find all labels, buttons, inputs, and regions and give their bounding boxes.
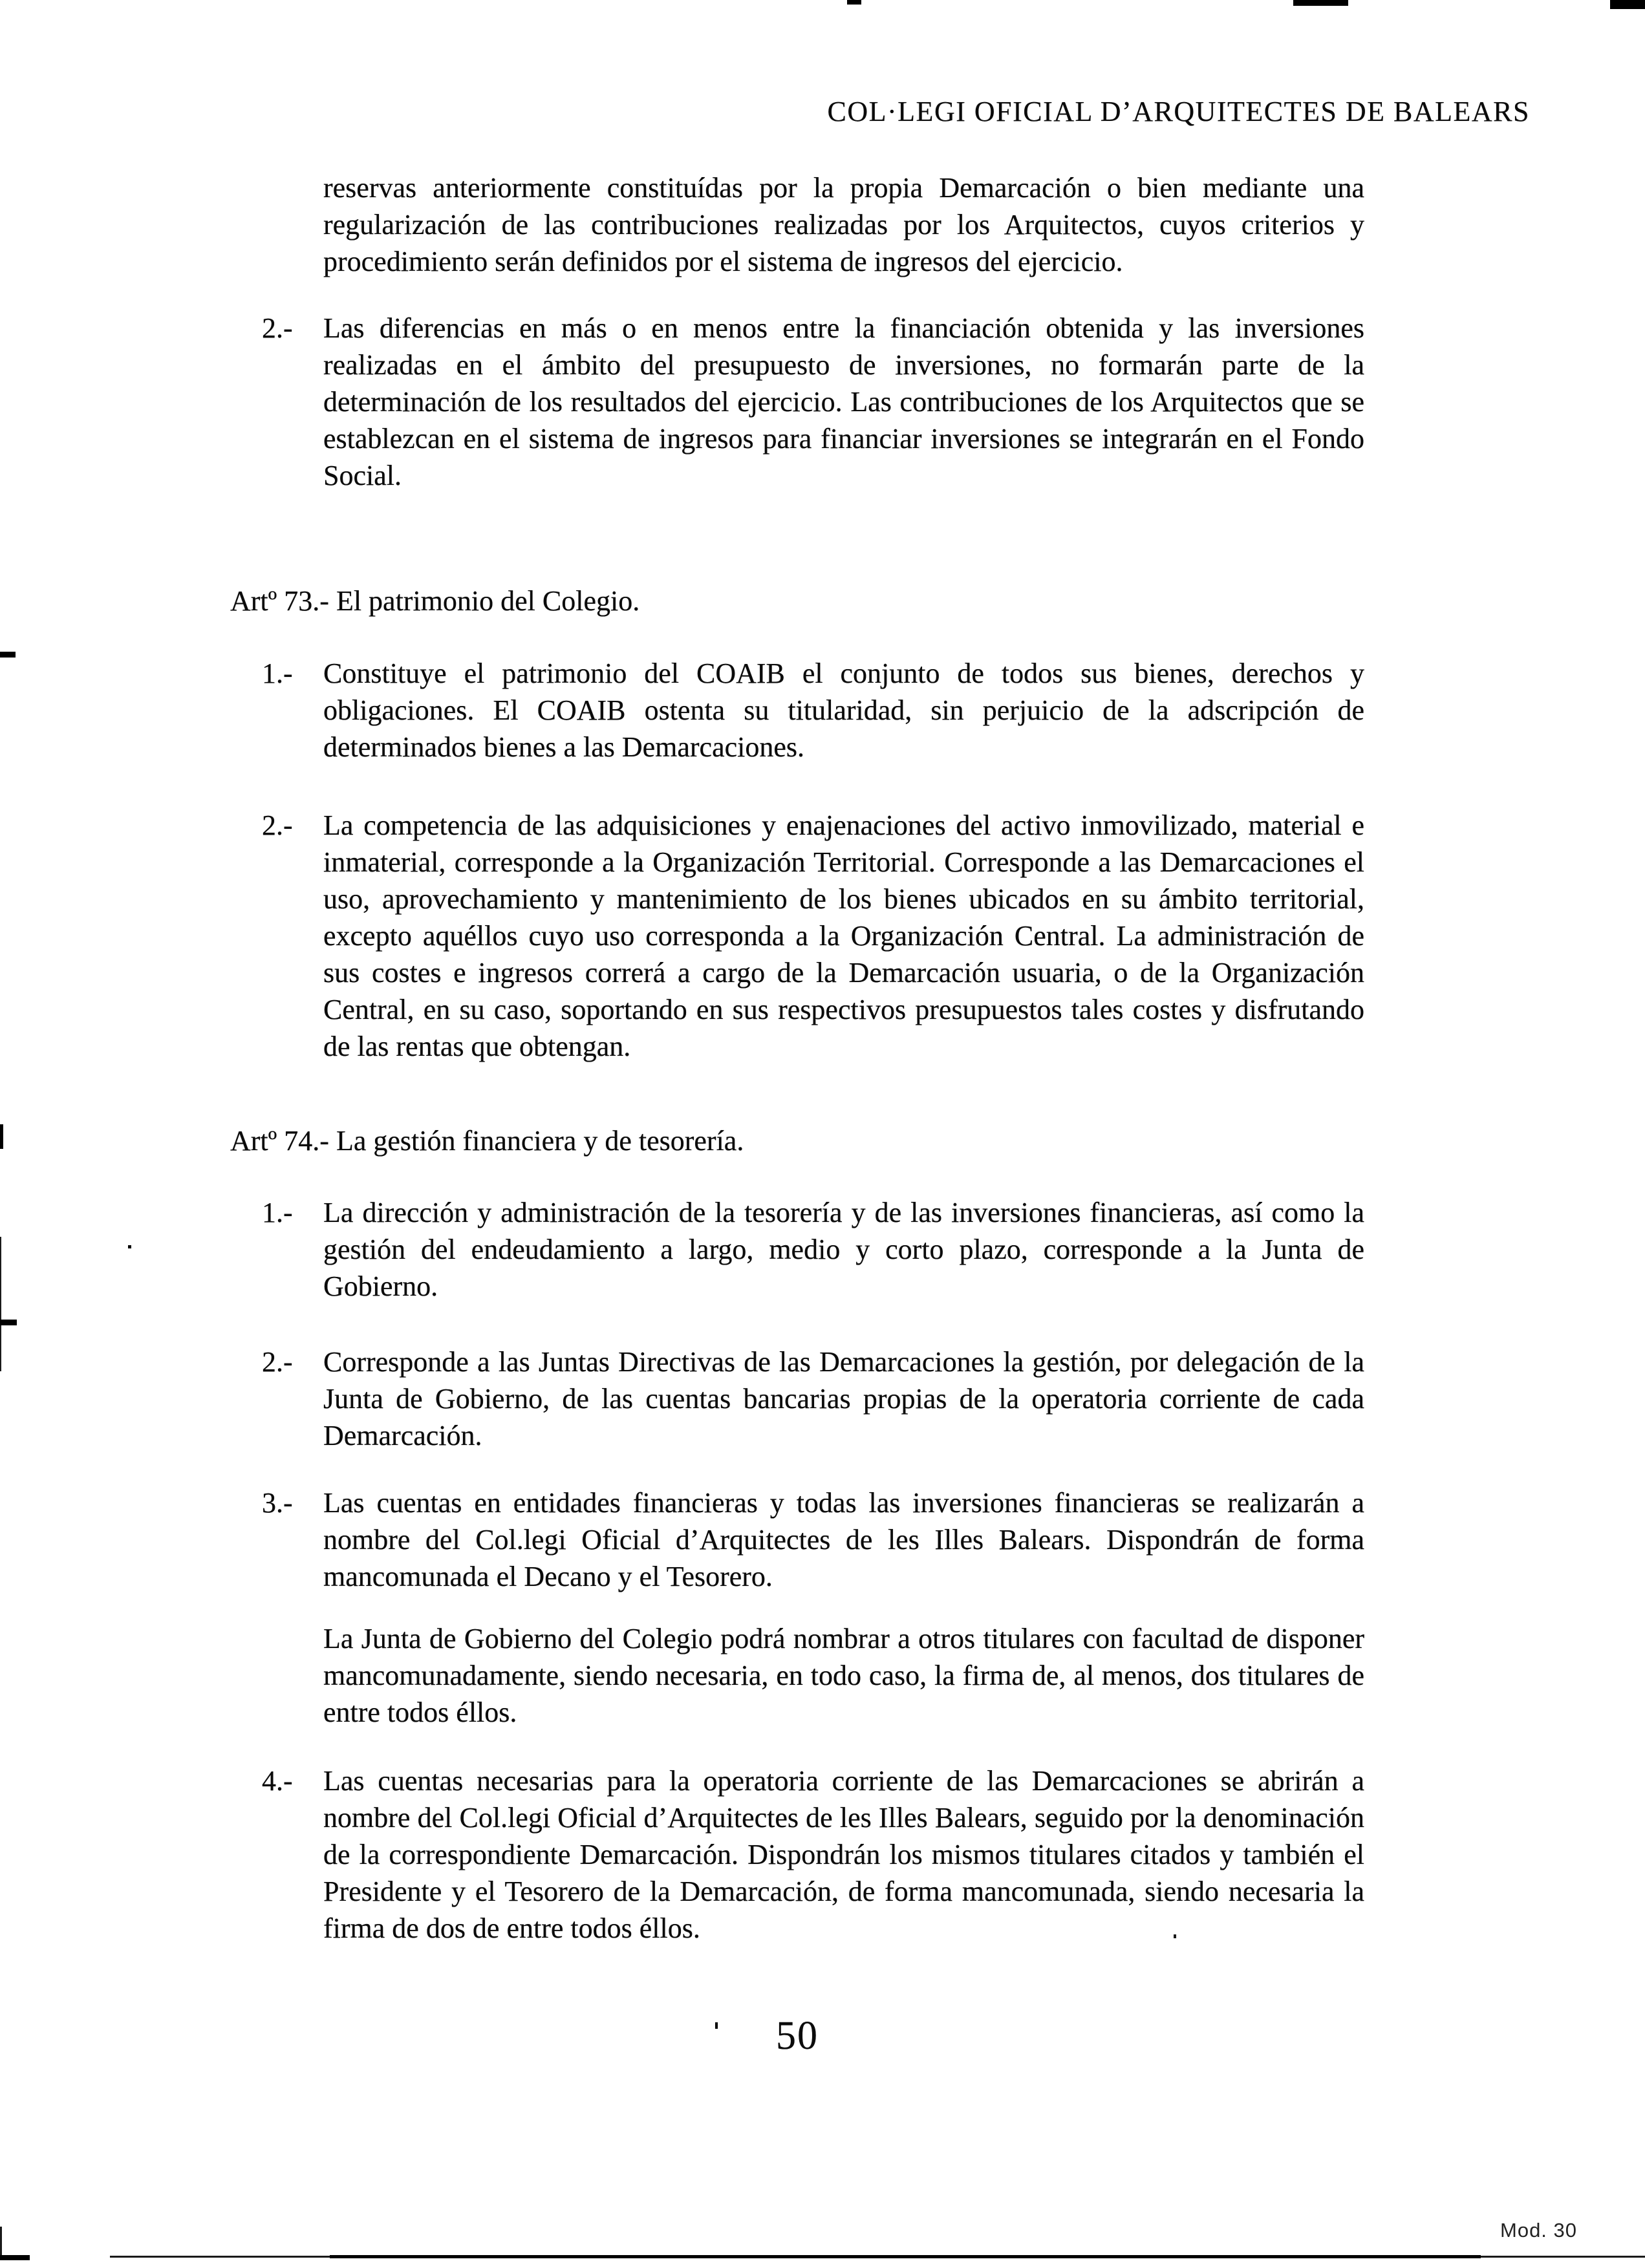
- bottom-scan-line-dark: [330, 2255, 1481, 2258]
- page-number: 50: [776, 2014, 819, 2058]
- item-text: La dirección y administración de la tesorería y de las inversiones financieras, así como la gestión del endeudamiento a largo, medio y corto plazo, corresponde a la Junta de Gobierno.: [323, 1197, 1364, 1302]
- scan-artifact-speck: [1174, 1934, 1176, 1938]
- item-text: Corresponde a las Juntas Directivas de las Demarcaciones la gestión, por delegación de la Junta de Gobierno, de las cuentas bancarias propias de la operatoria corriente de cada Demarcación.: [323, 1346, 1364, 1451]
- item-number: 2.-: [262, 1346, 293, 1378]
- item-continuation-paragraph: La Junta de Gobierno del Colegio podrá nombrar a otros titulares con facultad de disponer mancomunadamente, siendo necesaria, en todo caso, la firma de, al menos, dos titulares de entre todos éllos.: [323, 1623, 1364, 1728]
- continuation-paragraph: reservas anteriormente constituídas por la propia Demarcación o bien mediante una regularización de las contribuciones realizadas por los Arquitectos, cuyos criterios y procedimiento serán definidos por el sistema de ingresos del ejercicio.: [323, 172, 1364, 277]
- item-number: 1.-: [262, 1197, 293, 1228]
- item-text: Las cuentas necesarias para la operatoria corriente de las Demarcaciones se abrirán a nombre del Col.legi Oficial d’Arquitectes de les Illes Balears, seguido por la denominación de la correspondiente Demarcación. Dispondrán los mismos titulares citados y también el Presidente y el Tesorero de la Demarcación, de forma mancomunada, siendo necesaria la firma de dos de entre todos éllos.: [323, 1765, 1364, 1944]
- scan-artifact-bottom-left-dash: [0, 2255, 30, 2260]
- scan-artifact-left-bar: [0, 1124, 3, 1149]
- item-number: 2.-: [262, 809, 293, 841]
- item-number: 4.-: [262, 1765, 293, 1797]
- list-item: [262, 1484, 1364, 1595]
- list-item: [262, 1343, 1364, 1454]
- scan-artifact-left-dash: [0, 652, 16, 658]
- scan-artifact-speck: [715, 2022, 718, 2029]
- item-text: Constituye el patrimonio del COAIB el conjunto de todos sus bienes, derechos y obligaciones. El COAIB ostenta su titularidad, sin perjuicio de la adscripción de determinados bienes a las Demarcaciones.: [323, 658, 1364, 763]
- list-item: [262, 1194, 1364, 1305]
- article-heading: Artº 74.- La gestión financiera y de tesorería.: [230, 1125, 744, 1157]
- item-number: 2.-: [262, 312, 293, 344]
- list-item: [262, 310, 1364, 494]
- list-item: [262, 1762, 1364, 1947]
- scan-artifact-top-bar: [1293, 0, 1348, 6]
- article-heading: Artº 73.- El patrimonio del Colegio.: [230, 585, 640, 617]
- item-number: 3.-: [262, 1487, 293, 1519]
- list-item: [262, 655, 1364, 765]
- item-text: Las diferencias en más o en menos entre la financiación obtenida y las inversiones realizadas en el ámbito del presupuesto de inversiones, no formarán parte de la determinación de los resultados del ejercicio. Las contribuciones de los Arquitectos que se establezcan en el sistema de ingresos para financiar inversiones se integrarán en el Fondo Social.: [323, 312, 1364, 491]
- scan-artifact-bottom-left-tick: [0, 2227, 2, 2258]
- page-header-title: COL·LEGI OFICIAL D’ARQUITECTES DE BALEARS: [827, 96, 1530, 127]
- form-model-label: Mod. 30: [1500, 2219, 1578, 2241]
- scan-artifact-speck: [128, 1245, 131, 1248]
- item-text: La competencia de las adquisiciones y enajenaciones del activo inmovilizado, material e inmaterial, corresponde a la Organización Territorial. Corresponde a las Demarcaciones el uso, aprovechamiento y mantenimiento de los bienes ubicados en su ámbito territorial, excepto aquéllos cuyo uso corresponda a la Organización Central. La administración de sus costes e ingresos correrá a cargo de la Demarcación usuaria, o de la Organización Central, en su caso, soportando en sus respectivos presupuestos tales costes y disfrutando de las rentas que obtengan.: [323, 809, 1364, 1062]
- item-number: 1.-: [262, 658, 293, 689]
- scan-artifact-top-right-corner: [1610, 0, 1645, 9]
- scan-artifact-top-mark: [847, 0, 861, 5]
- item-text: Las cuentas en entidades financieras y todas las inversiones financieras se realizarán a nombre del Col.legi Oficial d’Arquitectes de les Illes Balears. Dispondrán de forma mancomunada el Decano y el Tesorero.: [323, 1487, 1364, 1592]
- list-item: [262, 807, 1364, 1065]
- scan-artifact-left-dash: [0, 1320, 17, 1325]
- scan-artifact-left-line: [0, 1237, 1, 1371]
